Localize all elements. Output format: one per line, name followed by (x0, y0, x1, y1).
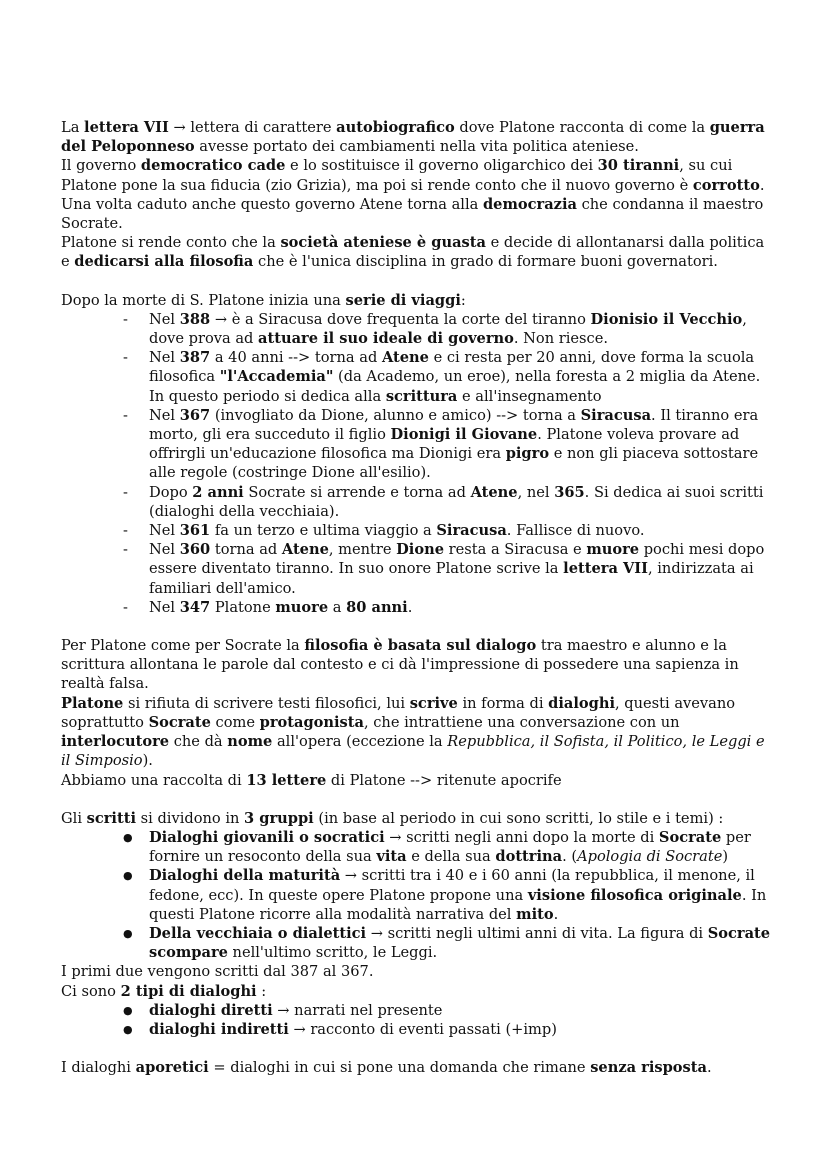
bold-text: interlocutore (61, 733, 170, 751)
list-item (61, 924, 773, 962)
text-run: → racconto di eventi passati (+imp) (288, 1020, 557, 1038)
text-run: nell'ultimo scritto, le Leggi. (227, 944, 438, 962)
bold-text: serie di viaggi (345, 291, 461, 309)
bold-text: Atene (381, 349, 429, 367)
text-run: Abbiamo una raccolta di (61, 771, 247, 789)
paragraph (61, 636, 773, 694)
text-run: Il governo (61, 157, 141, 175)
text-run: : (256, 982, 267, 1000)
travels-list (61, 310, 773, 617)
text-run: e decide di allontanarsi dalla politica e (61, 234, 765, 271)
bold-text: scrive (409, 694, 458, 712)
bold-text: 80 anni (346, 598, 408, 616)
bold-text: 365 (554, 483, 585, 501)
text-run: ). (142, 752, 153, 770)
text-run: , nel (517, 483, 555, 501)
text-run: , dove prova ad (149, 310, 747, 348)
bold-text: 2 tipi di dialoghi (120, 982, 257, 1000)
bold-text: Dialoghi della maturità (149, 867, 341, 885)
text-run: → scritti negli anni dopo la morte di (384, 828, 659, 846)
text-run: I primi due vengono scritti dal 387 al 367. (61, 963, 374, 981)
list-item (61, 866, 773, 924)
bold-text: lettera VII (563, 560, 648, 578)
travels-intro (61, 291, 773, 310)
bold-text: dialoghi diretti (149, 1001, 273, 1019)
text-run: ) (722, 848, 729, 866)
text-run: . Platone voleva provare ad offrirgli un'educazione filosofica ma Dionigi era (149, 426, 740, 463)
bold-text: pigro (505, 445, 550, 463)
text-run: Nel (149, 406, 180, 424)
list-item (61, 1020, 773, 1039)
bold-text: 347 (179, 598, 211, 616)
italic-text: Apologia di Socrate (577, 848, 723, 866)
text-run: (da Academo, un eroe), nella foresta a 2 miglia da Atene. In questo periodo si dedica alla (149, 368, 761, 405)
text-run: Una volta caduto anche questo governo Atene torna alla (61, 195, 483, 213)
text-run: a (328, 598, 347, 616)
text-run: Nel (149, 522, 180, 540)
text-run: , questi avevano soprattutto (61, 694, 736, 731)
text-run: e della sua (406, 848, 496, 866)
bold-text: democrazia (482, 195, 577, 213)
text-run: , indirizzata ai familiari dell'amico. (149, 560, 754, 597)
bold-text: senza risposta (590, 1059, 707, 1077)
text-run: Gli (61, 809, 87, 827)
bold-text: filosofia è basata sul dialogo (304, 637, 537, 655)
text-run: che condanna il maestro Socrate. (61, 195, 764, 233)
text-run: Platone si rende conto che la (61, 234, 281, 252)
paragraph (61, 195, 773, 233)
bold-text: vita (376, 848, 407, 866)
text-run: Nel (149, 310, 180, 328)
bold-text: Atene (470, 483, 518, 501)
text-run: Dopo la morte di S. Platone inizia una (61, 291, 346, 309)
text-run: → è a Siracusa dove frequenta la corte del tiranno (210, 310, 591, 328)
paragraph (61, 771, 773, 790)
bold-text: Socrate scompare (149, 924, 771, 962)
text-run: torna ad (210, 541, 282, 559)
bold-text: scritti (86, 809, 137, 827)
text-run: che è l'unica disciplina in grado di formare buoni governatori. (253, 253, 718, 271)
text-run: (invogliato da Dione, alunno e amico) --> torna a (210, 406, 581, 424)
text-run: Nel (149, 598, 180, 616)
text-run: Dopo (149, 483, 193, 501)
bold-text: dialoghi indiretti (149, 1020, 289, 1038)
text-run: dove Platone racconta di come la (454, 119, 710, 136)
bold-text: autobiografico (336, 119, 455, 136)
intro-section (61, 118, 773, 272)
dialogue-section (61, 636, 773, 790)
bold-text: Socrate (148, 713, 211, 731)
text-run: Ci sono (61, 982, 121, 1000)
text-run: . Non riesce. (513, 330, 608, 348)
bold-text: Atene (281, 541, 329, 559)
types-list (61, 1001, 773, 1039)
text-run: a 40 anni --> torna ad (210, 349, 382, 367)
bold-text: 3 gruppi (244, 809, 314, 827)
text-run: Socrate si arrende e torna ad (243, 483, 471, 501)
text-run: : (460, 291, 466, 309)
paragraph (61, 118, 773, 156)
bold-text: Siracusa (580, 406, 652, 424)
text-run: che dà (169, 733, 228, 751)
bold-text: 388 (179, 310, 211, 328)
list-item (61, 348, 773, 406)
text-run: . In questi Platone ricorre alla modalità narrativa del (149, 886, 767, 923)
list-item (61, 483, 773, 521)
text-run: e ci resta per 20 anni, dove forma la scuola filosofica (149, 349, 755, 386)
italic-text: Repubblica, il Sofista, il Politico, le Leggi e il Simposio (61, 733, 765, 770)
bold-text: Dionigi il Giovane (390, 426, 538, 444)
bold-text: democratico cade (140, 157, 286, 175)
text-run: . Fallisce di nuovo. (506, 522, 645, 540)
text-run: tra maestro e alunno e la scrittura allontana le parole dal contesto e ci dà l'impressione di possedere una sapienza in realtà falsa. (61, 637, 739, 693)
list-item (61, 1001, 773, 1020)
bold-text: mito (516, 905, 554, 923)
bold-text: attuare il suo ideale di governo (258, 330, 514, 348)
text-run: per fornire un resoconto della sua (149, 828, 751, 866)
text-run: . (759, 176, 765, 194)
text-run: di Platone --> ritenute apocrife (326, 771, 562, 789)
bold-text: 367 (179, 406, 211, 424)
text-run: si dividono in (136, 809, 245, 827)
bold-text: società ateniese è guasta (280, 234, 486, 252)
bold-text: visione filosofica originale (527, 886, 742, 904)
text-run: . ( (562, 848, 578, 866)
text-run: → scritti tra i 40 e i 60 anni (la repubblica, il menone, il fedone, ecc). In queste opere Platone propone una (149, 867, 755, 904)
text-run: fa un terzo e ultima viaggio a (210, 522, 437, 540)
bold-text: Dionisio il Vecchio (590, 310, 743, 328)
bold-text: 13 lettere (246, 771, 327, 789)
bold-text: 387 (179, 349, 211, 367)
text-run: . (706, 1059, 712, 1077)
bold-text: "l'Accademia" (219, 368, 334, 386)
bold-text: dedicarsi alla filosofia (74, 253, 254, 271)
list-item (61, 310, 773, 348)
bold-text: dialoghi (548, 694, 616, 712)
text-run: Platone (210, 598, 276, 616)
bold-text: Dione (396, 541, 444, 559)
paragraph (61, 233, 773, 271)
text-run: all'opera (eccezione la (272, 733, 448, 751)
text-run: La (61, 119, 85, 136)
bold-text: 360 (179, 541, 211, 559)
bold-text: Siracusa (436, 522, 507, 540)
bold-text: guerra del Peloponneso (61, 119, 765, 156)
paragraph (61, 694, 773, 771)
bold-text: aporetici (135, 1059, 209, 1077)
text-run: si rifiuta di scrivere testi filosofici, lui (123, 694, 410, 712)
text-run: = dialoghi in cui si pone una domanda che rimane (208, 1059, 591, 1077)
text-run: . Il tiranno era morto, gli era succeduto il figlio (149, 406, 759, 444)
list-item (61, 828, 773, 866)
groups-note (61, 962, 773, 981)
groups-intro (61, 809, 773, 828)
text-run: Nel (149, 349, 180, 367)
text-run: . Si dedica ai suoi scritti (dialoghi della vecchiaia). (149, 483, 764, 520)
text-run: in forma di (457, 694, 549, 712)
bold-text: Platone (61, 694, 124, 712)
paragraph (61, 156, 773, 194)
text-run: come (210, 713, 260, 731)
text-run: → narrati nel presente (272, 1001, 443, 1019)
text-run: pochi mesi dopo essere diventato tiranno. In suo onore Platone scrive la (149, 541, 765, 578)
list-item (61, 406, 773, 483)
bold-text: Della vecchiaia o dialettici (149, 924, 367, 942)
list-item (61, 521, 773, 540)
text-run: , su cui Platone pone la sua fiducia (zio Grizia), ma poi si rende conto che il nuovo governo è (61, 157, 733, 194)
text-run: Per Platone come per Socrate la (61, 637, 305, 655)
bold-text: Dialoghi giovanili o socratici (149, 828, 385, 846)
aporetic-paragraph (61, 1058, 773, 1077)
text-run: , che intrattiene una conversazione con un (363, 713, 680, 731)
text-run: . (553, 905, 559, 923)
text-run: , mentre (328, 541, 397, 559)
bold-text: muore (275, 598, 329, 616)
bold-text: Socrate (658, 828, 722, 846)
text-run: Nel (149, 541, 180, 559)
groups-list (61, 828, 773, 962)
text-run: e all'insegnamento (457, 387, 602, 405)
text-run: resta a Siracusa e (444, 541, 587, 559)
text-run: → scritti negli ultimi anni di vita. La figura di (366, 924, 708, 942)
bold-text: corrotto (692, 176, 760, 194)
text-run: e non gli piaceva sottostare alle regole (costringe Dione all'esilio). (149, 445, 759, 482)
bold-text: 361 (179, 522, 211, 540)
text-run: e lo sostituisce il governo oligarchico dei (285, 157, 598, 175)
bold-text: scrittura (385, 387, 458, 405)
bold-text: lettera VII (84, 119, 169, 136)
text-run: (in base al periodo in cui sono scritti, lo stile e i temi) : (313, 809, 724, 827)
types-intro (61, 982, 773, 1001)
bold-text: protagonista (259, 713, 364, 731)
bold-text: 2 anni (192, 483, 244, 501)
text-run: avesse portato dei cambiamenti nella vita politica ateniese. (194, 138, 639, 156)
bold-text: nome (227, 733, 273, 751)
bold-text: dottrina (495, 848, 563, 866)
text-run: I dialoghi (61, 1059, 136, 1077)
document-page (61, 118, 773, 1077)
bold-text: 30 tiranni (597, 157, 680, 175)
list-item (61, 598, 773, 617)
bold-text: muore (586, 541, 640, 559)
list-item (61, 540, 773, 598)
text-run: → lettera di carattere (168, 119, 337, 136)
text-run: . (407, 598, 413, 616)
